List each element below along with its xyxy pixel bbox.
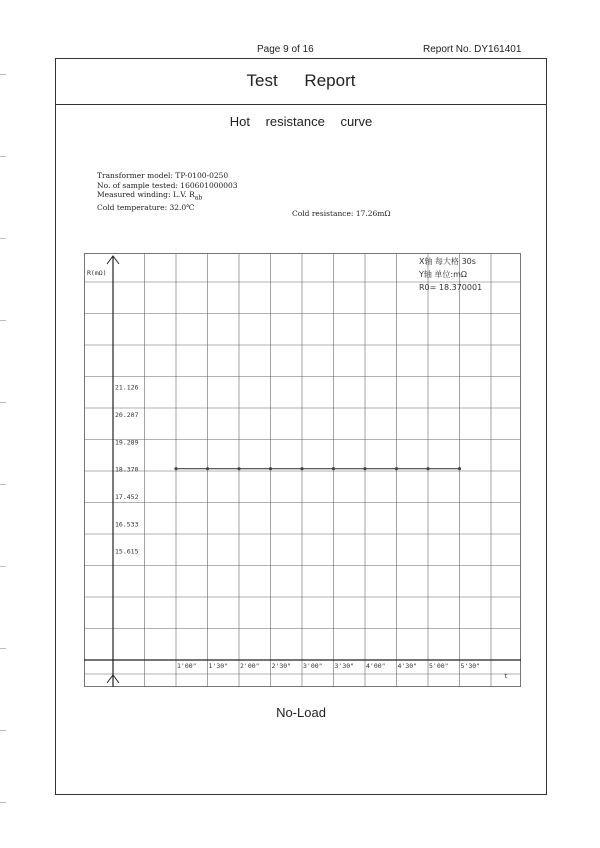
data-series xyxy=(174,467,461,470)
page-number: Page 9 of 16 xyxy=(257,44,314,55)
x-tick-label: 5'00" xyxy=(429,662,449,670)
y-tick-label: 15.615 xyxy=(115,547,139,556)
y-tick-label: 19.289 xyxy=(115,438,139,447)
x-tick-label: 4'00" xyxy=(366,662,386,670)
winding-subscript: ab xyxy=(194,194,203,202)
legend-entry: R0= 18.370001 xyxy=(419,283,483,292)
x-tick-label: 3'30" xyxy=(334,662,355,670)
data-point xyxy=(269,467,272,470)
data-point xyxy=(237,467,240,470)
y-tick-label: 18.370 xyxy=(115,465,139,474)
x-tick-label: 2'00" xyxy=(240,662,260,670)
legend-entry: X轴 每大格 30s xyxy=(419,257,476,266)
y-axis-label: R(mΩ) xyxy=(87,269,107,277)
cold-resistance: Cold resistance: 17.26mΩ xyxy=(292,209,391,218)
data-point xyxy=(174,467,177,470)
measured-winding-label: Measured winding: L.V. R xyxy=(97,190,195,199)
y-tick-label: 21.126 xyxy=(115,383,139,392)
x-axis-label: t xyxy=(504,672,508,680)
legend-entry: Y轴 单位:mΩ xyxy=(419,270,468,279)
data-point xyxy=(426,467,429,470)
data-point xyxy=(206,467,209,470)
data-point xyxy=(363,467,366,470)
transformer-model: Transformer model: TP-0100-0250 xyxy=(97,171,229,180)
chart-legend xyxy=(418,256,482,292)
y-tick-labels xyxy=(115,384,139,556)
data-point xyxy=(395,467,398,470)
cold-temperature: Cold temperature: 32.0℃ xyxy=(97,203,195,212)
x-tick-labels xyxy=(177,662,480,670)
chart-grid xyxy=(84,254,521,688)
document-title: Test Report xyxy=(246,71,356,90)
title-band xyxy=(56,59,546,105)
chart-axes xyxy=(84,256,521,687)
data-point xyxy=(332,467,335,470)
chart-caption: No-Load xyxy=(276,705,326,720)
y-tick-label: 16.533 xyxy=(115,520,139,529)
sample-number: No. of sample tested: 160601000003 xyxy=(97,180,238,190)
data-point xyxy=(458,467,461,470)
y-tick-label: 20.207 xyxy=(115,411,139,420)
test-info-block xyxy=(97,171,238,213)
x-tick-label: 4'30" xyxy=(397,662,418,670)
x-tick-label: 1'30" xyxy=(208,662,229,670)
x-tick-label: 1'00" xyxy=(177,662,197,670)
report-number: Report No. DY161401 xyxy=(423,44,522,55)
y-tick-label: 17.452 xyxy=(115,493,139,501)
x-tick-label: 2'30" xyxy=(271,662,292,670)
x-tick-label: 5'30" xyxy=(460,662,481,670)
x-tick-label: 3'00" xyxy=(303,662,323,670)
measured-winding xyxy=(97,190,238,203)
data-point xyxy=(300,467,303,470)
hot-resistance-chart xyxy=(84,250,524,690)
chart-subtitle: Hot resistance curve xyxy=(229,114,373,129)
